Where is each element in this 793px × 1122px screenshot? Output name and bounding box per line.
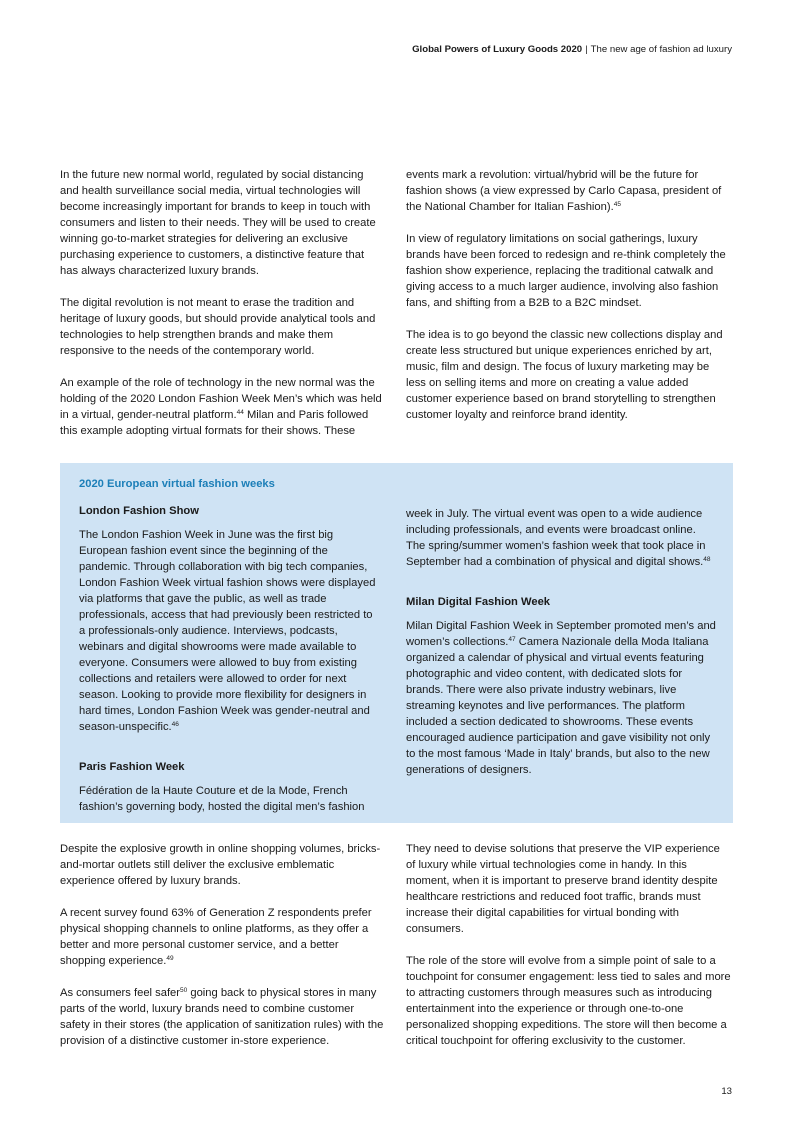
paragraph: A recent survey found 63% of Generation Z respondents prefer physical shopping channels to online platforms, as they offer a better and more personal customer service, and a better shopping experience.$^{49}$ — [60, 907, 372, 967]
paragraph: In the future new normal world, regulated by social distancing and health surveillance social media, virtual technologies will become increasingly important for brands to keep in touch with consumers and listen to their needs. They will be used to create winning go-to-market strategies for delivering an exclusive purchasing experience to customers, a distinctive feature that has always characterized luxury brands. — [60, 169, 376, 277]
bottom-right-column — [406, 841, 731, 1049]
paragraph: The digital revolution is not meant to erase the tradition and heritage of luxury goods, but should provide analytical tools and technologies to help strengthen brands and make them responsive to the needs of the contemporary world. — [60, 297, 376, 357]
footnote-ref: 48 — [703, 556, 711, 563]
paragraph: An example of the role of technology in the new normal was the holding of the 2020 London Fashion Week Men’s which was held in a virtual, gender-neutral platform.$^{44}$ Milan and Paris followed this example adopting virtual formats for their shows. These — [60, 377, 382, 437]
footnote-ref: 44 — [236, 409, 244, 416]
paragraph: The idea is to go beyond the classic new collections display and create less structured but unique experiences enriched by art, music, film and design. The focus of luxury marketing may be less on selling items and more on creating a value added customer experience based on brand storytelling to strengthen customer loyalty and reinforce brand identity. — [406, 329, 723, 421]
paragraph: In view of regulatory limitations on social gatherings, luxury brands have been forced to redesign and re-think completely the fashion show experience, replacing the traditional catwalk and giving access to a much larger audience, involving also fashion fans, and shifting from a B2B to a B2C mindset. — [406, 233, 726, 309]
paris-text: Fédération de la Haute Couture et de la Mode, French fashion’s governing body, hosted the digital men’s fashion — [79, 785, 365, 813]
footnote-ref: 50 — [180, 987, 188, 994]
paragraph: The role of the store will evolve from a simple point of sale to a touchpoint for consumer engagement: less tied to sales and more to attracting customers through measures such as introducing entertainment into the experience or through one-to-one personalized shopping expeditions. The store will then become a critical touchpoint for offering exclusivity to the customer. — [406, 955, 731, 1047]
paragraph: They need to devise solutions that preserve the VIP experience of luxury while virtual technologies come in handy. In this moment, when it is important to preserve brand identity despite healthcare restrictions and reduced foot traffic, brands must increase their digital capabilities for virtual bonding with consumers. — [406, 843, 720, 935]
footnote-ref: 46 — [171, 721, 179, 728]
sidebar-left-column — [79, 503, 381, 815]
paragraph: Despite the explosive growth in online shopping volumes, bricks-and-mortar outlets still deliver the exclusive emblematic experience offered by luxury brands. — [60, 843, 381, 887]
header-separator: | — [585, 44, 588, 55]
top-left-column — [60, 167, 385, 439]
london-heading: London Fashion Show — [79, 505, 199, 517]
sidebar-right-column — [406, 506, 716, 778]
page-number: 13 — [721, 1086, 732, 1097]
paris-text-continued: week in July. The virtual event was open to a wide audience including professionals, and events were broadcast online. The spring/summer women’s fashion week that took place in September had a combination of physical and digital shows.$^{48}$ — [406, 508, 711, 568]
paragraph: As consumers feel safer$^{50}$ going back to physical stores in many parts of the world, luxury brands need to combine customer safety in their stores (the application of sanitization rules) with the provision of a distinctive customer in-store experience. — [60, 987, 384, 1047]
milan-heading: Milan Digital Fashion Week — [406, 596, 551, 608]
footnote-ref: 49 — [166, 955, 174, 962]
report-title: Global Powers of Luxury Goods 2020 — [412, 44, 583, 55]
running-header — [412, 44, 732, 55]
sidebar-heading: 2020 European virtual fashion weeks — [79, 478, 275, 490]
paris-heading: Paris Fashion Week — [79, 761, 185, 773]
top-right-column — [406, 167, 731, 423]
report-subtitle: The new age of fashion ad luxury — [590, 44, 732, 55]
bottom-left-column — [60, 841, 385, 1049]
footnote-ref: 45 — [613, 201, 621, 208]
paragraph: events mark a revolution: virtual/hybrid will be the future for fashion shows (a view expressed by Carlo Capasa, president of the National Chamber for Italian Fashion).$^{45}$ — [406, 169, 722, 213]
fashion-weeks-sidebar — [60, 463, 733, 823]
milan-text: Milan Digital Fashion Week in September promoted men’s and women’s collections.$^{47}$ Camera Nazionale della Moda Italiana organized a calendar of physical and virtual events featuring photographic and video content, with dedicated slots for brands. There were also private industry webinars, live streaming keynotes and live performances. The platform included a section dedicated to showrooms. These events encouraged audience participation and gave visibility not only to the most famous ‘Made in Italy’ brands, but also to the new generations of designers. — [406, 620, 716, 776]
footnote-ref: 47 — [508, 636, 516, 643]
london-text: The London Fashion Week in June was the first big European fashion event since the beginning of the pandemic. Through collaboration with big tech companies, London Fashion Week virtual fashion shows were displayed via platforms that gave the public, as well as trade professionals, access that had previously been restricted to a professionals-only audience. Interviews, podcasts, webinars and digital showrooms were made available to everyone. Consumers were allowed to buy from existing collections and retailers were allowed to order for next season. Looking to provide more flexibility for designers in hard times, London Fashion Week was gender-neutral and season-unspecific.$^{46}$ — [79, 529, 376, 733]
